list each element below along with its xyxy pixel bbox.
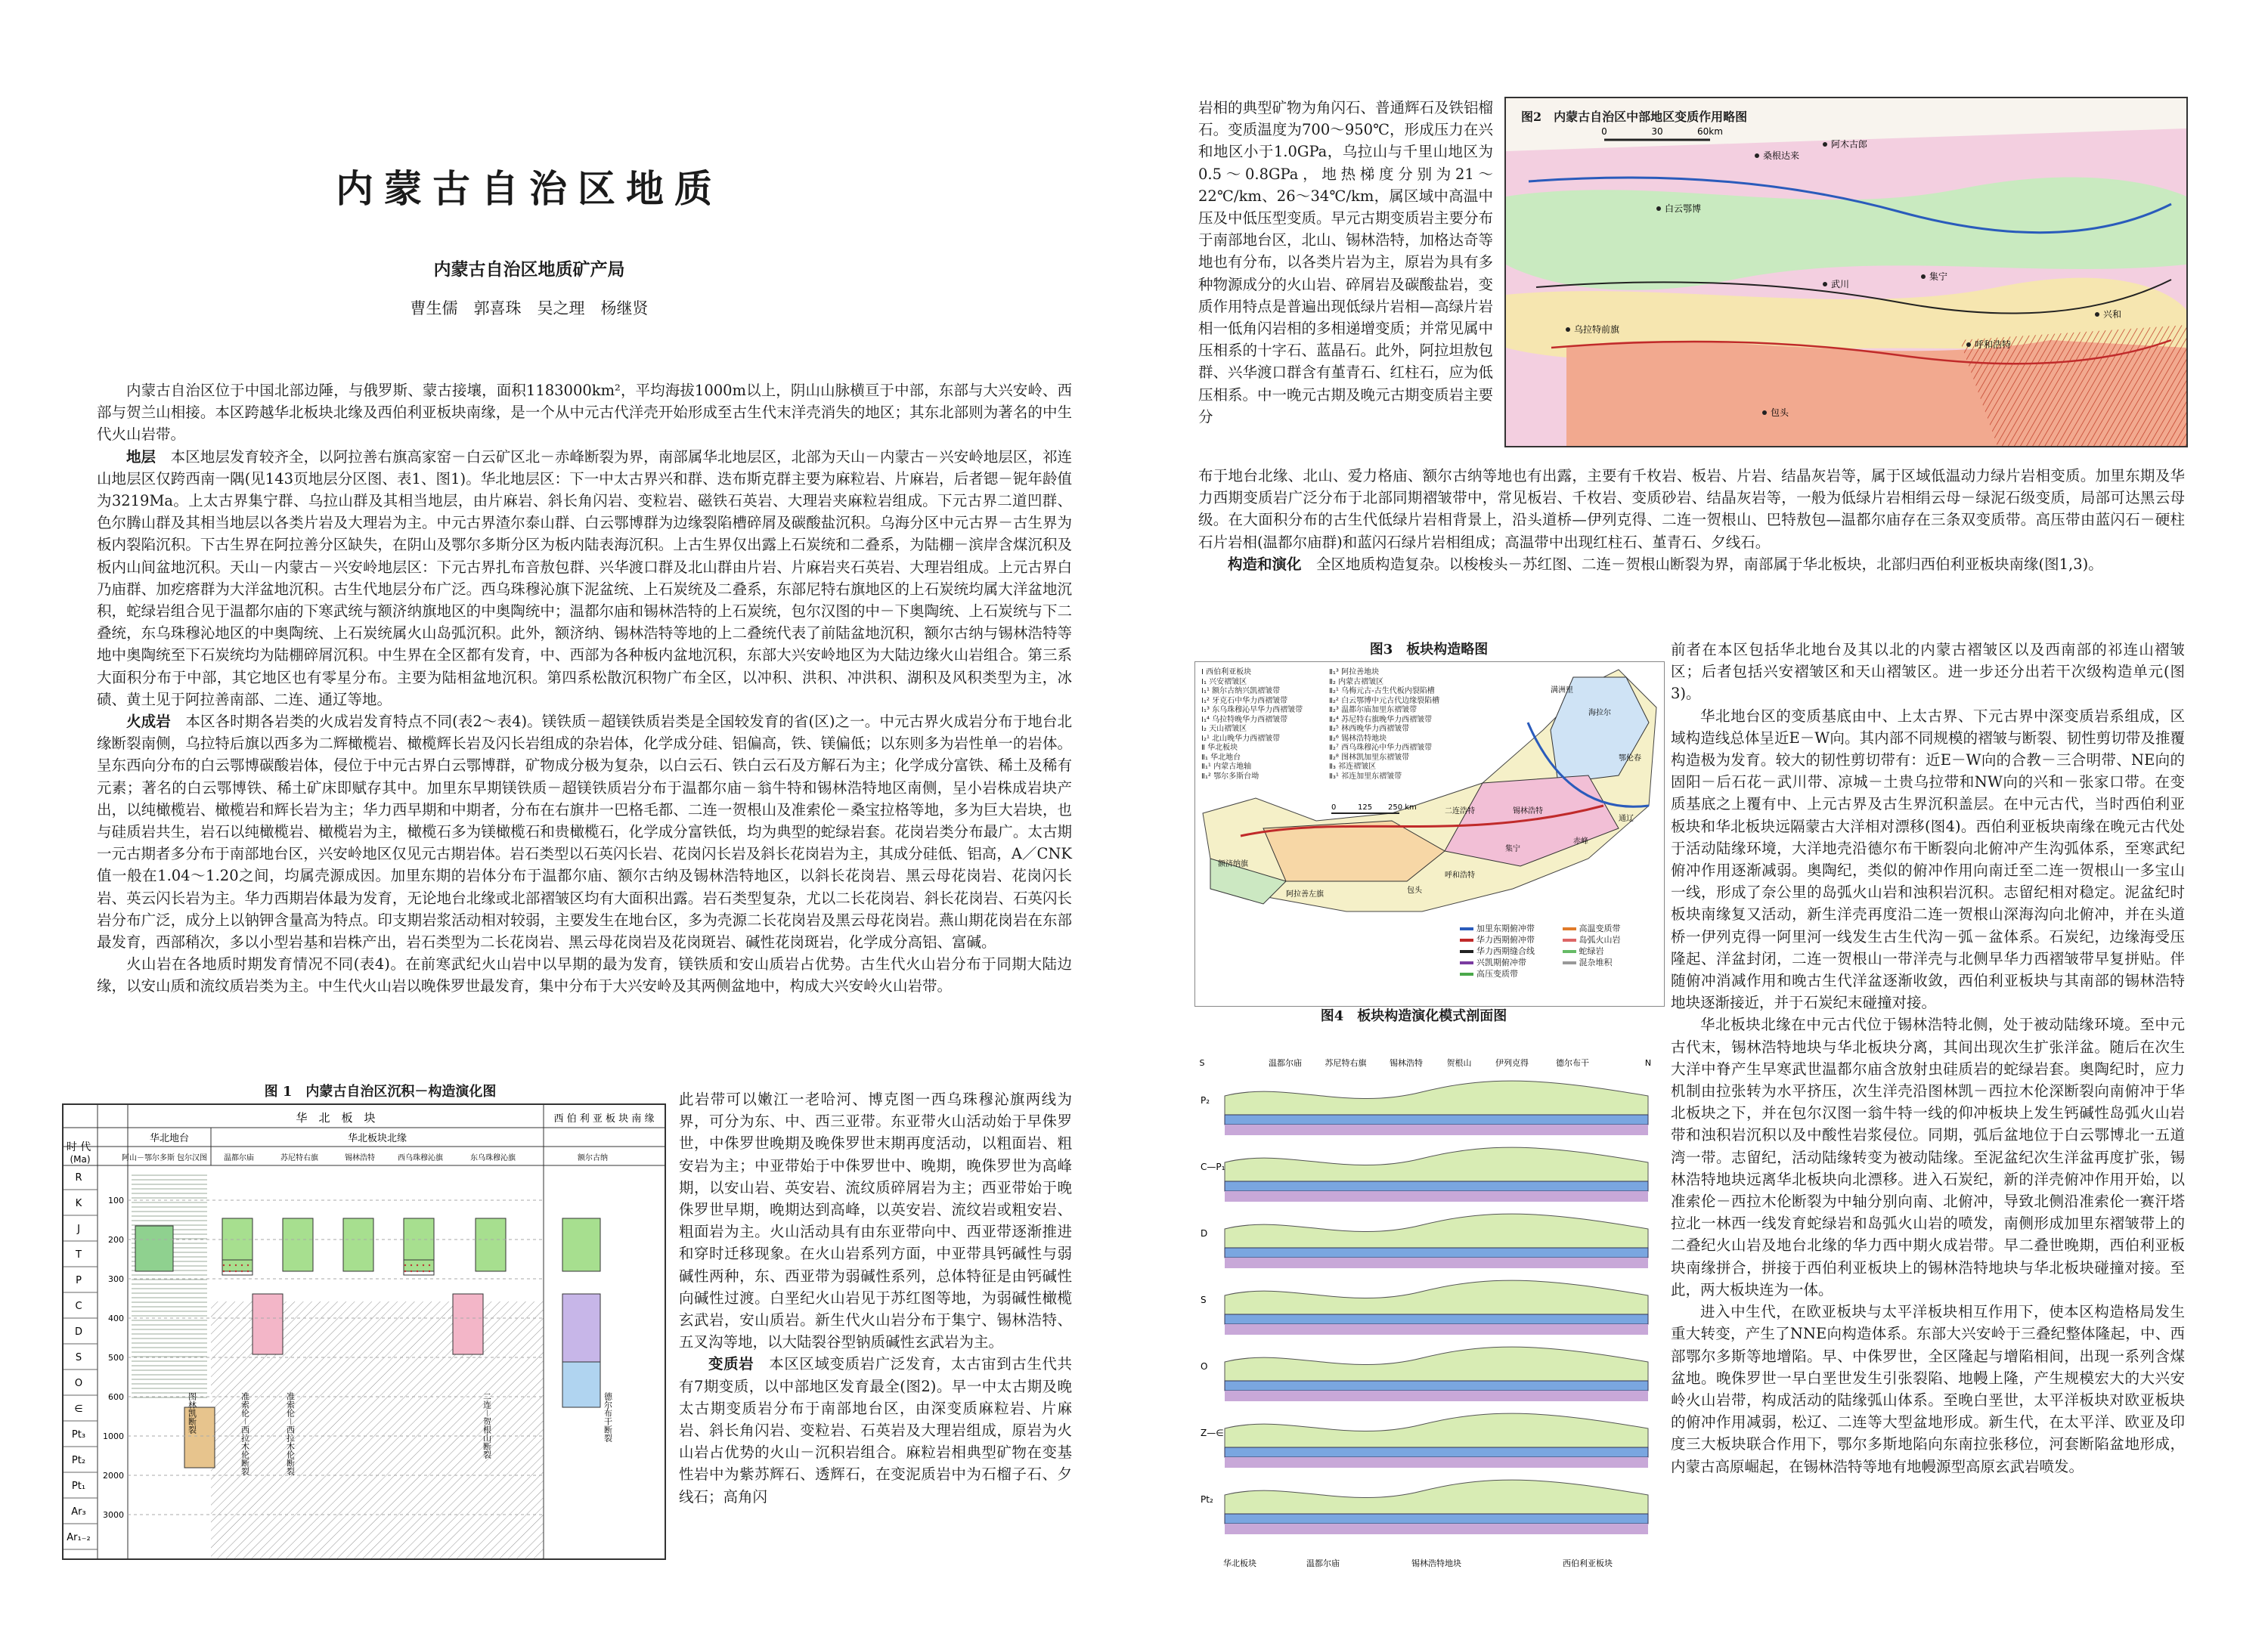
fig4-crust-layer bbox=[1225, 1214, 1648, 1248]
fig3-legend-swatch bbox=[1563, 939, 1576, 942]
fig2-scale-0: 0 bbox=[1601, 126, 1607, 137]
fig3-legend-unit: Ⅱ₂³ 温都尔庙加里东褶皱带 bbox=[1329, 706, 1418, 714]
fig4-top-label: 德尔布干 bbox=[1556, 1058, 1589, 1068]
fig2-place-label: 乌拉特前旗 bbox=[1574, 324, 1620, 335]
fig3-legend-swatch bbox=[1563, 927, 1576, 930]
fig4-stage-label: Pt₂ bbox=[1201, 1494, 1213, 1505]
tect-paragraph bbox=[1198, 553, 2185, 575]
fig1-age-labels bbox=[103, 1196, 124, 1520]
fig3-legend-unit: Ⅰ 西伯利亚板块 bbox=[1201, 668, 1252, 676]
fig3-place-label: 二连浩特 bbox=[1445, 807, 1475, 816]
fig3-scale-125: 125 bbox=[1358, 803, 1373, 812]
fig1-column-headers bbox=[122, 1153, 608, 1162]
fig1-svg bbox=[64, 1105, 665, 1558]
fig2-place-dot bbox=[1656, 206, 1661, 211]
fig2-scale-bar bbox=[1601, 126, 1723, 140]
meta-text: 本区区域变质岩广泛发育，太古宙到古生代共有7期变质，以中部地区发育最全(图2)。早一中太古期及晚太古期变质岩分布于南部地台区，由深变质麻粒岩、片麻岩、斜长角闪岩、变粒岩、石英岩及大理岩组成，原岩为火山岩占优势的火山－沉积岩组合。麻粒岩相典型矿物在变基性岩中为紫苏辉石、透辉石，在变泥质岩中为石榴子石、夕线石；高角闪 bbox=[679, 1355, 1072, 1506]
fig1-age-label: 200 bbox=[108, 1235, 124, 1245]
fig4-crust-layer bbox=[1225, 1081, 1648, 1115]
fig1-column-header: 阿山－鄂尔多斯 bbox=[122, 1154, 175, 1162]
tect4-paragraph: 进入中生代，在欧亚板块与太平洋板块相互作用下，使本区构造格局发生重大转变，产生了NNE向构造体系。东部大兴安岭于三叠纪整体隆起，中、西部鄂尔多斯等地增陷。早、中侏罗世，全区隆起与增陷相间，出现一系列含煤盆地。晚侏罗世一早白垩世发生引张裂陷、地幔上隆，产生规模宏大的大兴安岭火山岩带，构成活动的陆缘弧山体系。至晚白垩世，太平洋板块对欧亚板块的俯冲作用减弱，松辽、二连等大型盆地形成。新生代，在太平洋、欧亚及印度三大板块联合作用下，鄂尔多斯地陷向东南拉张移位，河套断陷盆地形成，内蒙古高原崛起，在锡林浩特等地有地幔源型高原玄武岩喷发。 bbox=[1671, 1303, 2185, 1475]
tect-text: 全区地质构造复杂。以梭梭头－苏红图、二连－贺根山断裂为界，南部属于华北板块，北部归西伯利亚板块南缘(图1,3)。 bbox=[1316, 555, 2103, 573]
fig1-paleozoic-pink-2 bbox=[453, 1294, 483, 1354]
fig4-stage-label: S bbox=[1201, 1295, 1207, 1305]
fig4-top-label: 温都尔庙 bbox=[1269, 1058, 1302, 1068]
fig1-column-header: 苏尼特右旗 bbox=[280, 1154, 318, 1162]
fig1-platform-strata bbox=[132, 1173, 207, 1400]
left-article-body bbox=[97, 379, 1072, 998]
fig3-legend-line bbox=[1460, 945, 1554, 957]
fig3-legend-line-text: 蛇绿岩 bbox=[1579, 946, 1604, 956]
fig3-legend-unit: Ⅱ₂⁵ 林西晚华力西褶皱带 bbox=[1329, 725, 1410, 733]
fig3-legend-unit: Ⅱ₃¹ 祁连加里东褶皱带 bbox=[1329, 772, 1402, 781]
fig3-legend-line-text: 华力西期缝合线 bbox=[1476, 946, 1535, 956]
fig4-top-label: 伊列克得 bbox=[1495, 1058, 1529, 1068]
fig2-place-dot bbox=[1823, 282, 1827, 286]
fig4-bottom-label: 华北板块 bbox=[1223, 1558, 1256, 1568]
fig3-legend-unit: Ⅱ₂ 内蒙古褶皱区 bbox=[1329, 677, 1384, 686]
fig1-column-header: 温都尔庙 bbox=[224, 1154, 254, 1162]
fig4-svg bbox=[1194, 1028, 1663, 1572]
fig3-legend-swatch bbox=[1460, 939, 1473, 942]
fig1-period-label: J bbox=[77, 1224, 80, 1235]
fig2-place-dot bbox=[2095, 312, 2099, 317]
fig1-column-header: 西乌珠穆沁旗 bbox=[398, 1154, 443, 1162]
fig4-mantle-layer bbox=[1225, 1191, 1648, 1202]
fig1-age-label: 100 bbox=[108, 1196, 124, 1205]
fig1-age-label: 400 bbox=[108, 1314, 124, 1323]
fig1-jurassic-block-1 bbox=[135, 1226, 173, 1271]
fig3-legend-unit: Ⅱ₂⁸ 图林凯加里东褶皱带 bbox=[1329, 753, 1410, 762]
fig1-fault-label: 二连－贺根山断裂 bbox=[482, 1392, 492, 1459]
fig1-fault-label: 准索伦－西拉木伦断裂 bbox=[240, 1392, 250, 1475]
fig1-column-header: 东乌珠穆沁旗 bbox=[470, 1154, 516, 1162]
magma-text: 本区各时期各岩类的火成岩发育特点不同(表2～表4)。镁铁质－超镁铁质岩类是全国较发育的省(区)之一。中元古界火成岩分布于地台北缘断裂南侧，乌拉特后旗以西多为二辉橄榄岩、橄榄辉长岩及闪长岩组成的杂岩体，化学成分硅、铝偏高，铁、镁偏低；以东则多为岩性单一的岩体。呈东西向分布的白云鄂博碳酸岩体，侵位于中元古界白云鄂博群，矿物成分极为复杂，以白云石、铁白云石及方解石为主；化学成分富铁、稀土及稀有元素；著名的白云鄂博铁、稀土矿床即赋存其中。加里东早期镁铁质－超镁铁质岩分布于温都尔庙－翁牛特和锡林浩特地区南侧，呈小岩株成岩块产出，以纯橄榄岩、橄榄岩和辉长岩为主；华力西早期和中期者，分布在右旗井一巴格毛都、二连一贺根山及准索伦－桑宝拉格等地，多为巨大岩块，也与硅质岩共生，岩石以纯橄榄岩、橄榄岩为主，橄榄石多为镁橄榄石和贵橄榄石，化学成分富铁低，均为典型的蛇绿岩套。花岗岩类分布最广。太古期一元古期者多分布于南部地台区，兴安岭地区仅见元古期岩体。岩石类型以石英闪长岩、花岗闪长岩及斜长花岗岩为主，其成分硅低、铝高，A／CNK值一般在1.04～1.20之间，均属壳源成因。加里东期的岩体分布于温都尔庙、额尔古纳及锡林浩特地区，以斜长花岗岩、黑云母花岗岩、花岗闪长岩、英云闪长岩为主。华力西期岩体最为发育，无论地台北缘或北部褶皱区均有大面积出露。岩石类型复杂，尤以二长花岗岩、斜长花岗岩、石英闪长岩分布广泛，成分上以钠钾含量高为特点。印支期岩浆活动相对较弱，主要发生在地台区，多为壳源二长花岗岩及黑云母花岗岩。燕山期花岗岩在东部最发育，西部稍次，多以小型岩基和岩株产出，岩石类型为二长花岗岩、黑云母花岗岩及花岗斑岩、碱性花岗斑岩，化学成分高铝、富碱。 bbox=[97, 713, 1072, 952]
fig1-age-label: 600 bbox=[108, 1392, 124, 1402]
right-mid-text bbox=[1198, 465, 2185, 575]
fig1-paleozoic-pink-1 bbox=[253, 1294, 283, 1354]
fig3-legend-line-text: 高压变质带 bbox=[1476, 969, 1518, 979]
stratum-paragraph bbox=[97, 446, 1072, 710]
fig4-stage-sections bbox=[1201, 1081, 1648, 1534]
fig1-period-label: T bbox=[76, 1249, 82, 1261]
right-col-text bbox=[1671, 639, 2185, 1478]
fig3-legend-line bbox=[1460, 923, 1554, 934]
meta-heading: 变质岩 bbox=[708, 1355, 754, 1373]
fig3-legend-unit: Ⅱ₂² 白云鄂博中元古代边缘裂陷槽 bbox=[1329, 696, 1440, 705]
fig1-period-label: C bbox=[75, 1301, 82, 1312]
magma-heading: 火成岩 bbox=[126, 713, 171, 731]
fig3-legend-line-text: 兴凯期俯冲带 bbox=[1476, 958, 1526, 967]
fig3-legend-unit: Ⅱ₂¹ 乌梅元古-古生代板内裂陷槽 bbox=[1329, 687, 1435, 695]
fig3-legend-unit: Ⅰ₁ 兴安褶皱区 bbox=[1201, 677, 1247, 686]
fig1-volcanic-2 bbox=[404, 1260, 434, 1275]
fig4-top-label: 苏尼特右旗 bbox=[1325, 1058, 1367, 1068]
fig1-sub-taidi: 华北地台 bbox=[149, 1133, 190, 1144]
fig3-legend-line-text: 华力西期俯冲带 bbox=[1476, 935, 1535, 945]
fig3-legend-line bbox=[1563, 923, 1657, 934]
fig3-legend-unit: Ⅱ₁² 鄂尔多斯台坳 bbox=[1201, 772, 1259, 781]
fig4-crust-layer bbox=[1225, 1280, 1648, 1314]
stratum-heading: 地层 bbox=[126, 447, 156, 466]
fig4-stage-label: D bbox=[1201, 1228, 1208, 1239]
fig1-period-label: P bbox=[76, 1275, 82, 1286]
fig2-svg bbox=[1506, 98, 2186, 446]
fig1-jurassic-block-3 bbox=[283, 1218, 313, 1271]
fig1-caption: 图 1 内蒙古自治区沉积－构造演化图 bbox=[264, 1084, 497, 1100]
fig1-period-label: R bbox=[75, 1172, 82, 1184]
fig1-period-label: Pt₂ bbox=[71, 1455, 86, 1466]
fig4-crust-layer bbox=[1225, 1413, 1648, 1447]
intro-paragraph: 内蒙古自治区位于中国北部边陲，与俄罗斯、蒙古接壤，面积1183000km²，平均海拔1000m以上，阴山山脉横亘于中部，东部与大兴安岭、西部与贺兰山相接。本区跨越华北板块北缘及西伯利亚板块南缘，是一个从中元古代洋壳开始形成至古生代末洋壳消失的地区；其东北部则为著名的中生代火山岩带。 bbox=[97, 382, 1072, 444]
fig2-caption: 图2 内蒙古自治区中部地区变质作用略图 bbox=[1521, 110, 1748, 124]
fig1-jurassic-block-6 bbox=[476, 1218, 506, 1271]
fig4-top-label: N bbox=[1644, 1058, 1652, 1068]
fig3-place-label: 额济纳旗 bbox=[1218, 860, 1248, 868]
fig1-age-label: 300 bbox=[108, 1274, 124, 1284]
fig3-place-label: 锡林浩特 bbox=[1513, 807, 1543, 816]
fig3-legend-lines bbox=[1460, 923, 1656, 980]
tect2-paragraph: 华北地台区的变质基底由中、上太古界、下元古界中深变质岩系组成，区域构造线总体呈近E－W向。其内部不同规模的褶皱与断裂、韧性剪切带及推覆构造极为发育。较大的韧性剪切带有：近E－W向的合教－三合明带、NE向的固阳－后石花－武川带、凉城－土贵乌拉带和NW向的兴和－张家口带。在变质基底之上覆有中、上元古界及古生界沉积盖层。在中元古代，当时西伯利亚板块和华北板块远隔蒙古大洋相对漂移(图4)。西伯利亚板块南缘在晚元古代处于活动陆缘环境，大洋地壳沿德尔布干断裂向北俯冲产生沟弧体系，至寒武纪俯冲作用逐渐减弱。奥陶纪，类似的俯冲作用向南迁至二连一贺根山一多宝山一线，形成了奈公里的岛弧火山岩和浊积岩沉积。志留纪相对稳定。泥盆纪时板块南缘复又活动，新生洋壳再度沿二连一贺根山深海沟向北俯冲，并在头道桥一伊列克得一阿里河一线发生古生代沟－弧－盆体系。石炭纪，边缘海受压隆起、洋盆封闭，二连一贺根山一带洋壳与北侧早华力西褶皱带早复拼贴。伴随俯冲消减作用和晚古生代洋盆逐渐收敛，西伯利亚板块与其南部的锡林浩特地块逐渐接近，并于石炭纪末碰撞对接。 bbox=[1671, 707, 2185, 1012]
fig4-mantle-layer bbox=[1225, 1391, 1648, 1401]
fig4-caption: 图4 板块构造演化模式剖面图 bbox=[1320, 1008, 1507, 1024]
fig3-place-label: 赤峰 bbox=[1573, 837, 1588, 846]
fig3-place-label: 阿拉善左旗 bbox=[1286, 890, 1324, 899]
fig1-column-header: 锡林浩特 bbox=[345, 1154, 375, 1162]
fig4-stage-label: O bbox=[1201, 1361, 1208, 1372]
fig1-age-label: 500 bbox=[108, 1353, 124, 1363]
fig3-legend-unit: Ⅰ₂ 天山褶皱区 bbox=[1201, 725, 1247, 733]
fig1-period-label: Pt₃ bbox=[71, 1429, 86, 1441]
fig3-legend-unit: Ⅱ₂⁷ 西乌珠穆沁中华力西褶皱带 bbox=[1329, 744, 1433, 752]
fig1-age-label: 3000 bbox=[103, 1510, 124, 1520]
fig4-stage-label: P₂ bbox=[1201, 1095, 1210, 1106]
fig4-plate-layer bbox=[1225, 1314, 1648, 1324]
fig3-place-label: 集宁 bbox=[1505, 845, 1520, 853]
fig4-plate-layer bbox=[1225, 1514, 1648, 1524]
left-column-bottom bbox=[679, 1088, 1072, 1508]
fig2-place-dot bbox=[1755, 153, 1759, 158]
fig1-jurassic-block-7 bbox=[562, 1218, 600, 1271]
fig3-legend-line bbox=[1460, 968, 1554, 980]
fig3-legend-unit: Ⅱ₁³ 阿拉善地块 bbox=[1329, 668, 1380, 676]
fig1-group-huabei: 华 北 板 块 bbox=[296, 1111, 376, 1125]
fig2-place-label: 白云鄂博 bbox=[1665, 203, 1702, 214]
fig3-legend-unit: Ⅱ 华北板块 bbox=[1201, 744, 1238, 752]
fig4-plate-layer bbox=[1225, 1181, 1648, 1191]
tect-heading: 构造和演化 bbox=[1228, 555, 1302, 573]
fig3-legend-unit: Ⅰ₁² 牙克石中华力西褶皱带 bbox=[1201, 696, 1288, 705]
fig1-column-header: 包尔汉图 bbox=[177, 1154, 207, 1162]
fig4-plate-layer bbox=[1225, 1381, 1648, 1391]
fig3-scale-250: 250 km bbox=[1388, 803, 1417, 812]
fig1-stratigraphic-chart bbox=[62, 1103, 666, 1560]
fig1-age-label: 1000 bbox=[103, 1431, 124, 1441]
fig2-place-dot bbox=[1566, 327, 1570, 332]
meta-continued-1: 岩相的典型矿物为角闪石、普通辉石及铁铝榴石。变质温度为700～950℃，形成压力在兴和地区小于1.0GPa，乌拉山与千里山地区为0.5～0.8GPa，地热梯度分别为21～22℃/km、26～34℃/km，属区域中高温中压及中低压型变质。早元古期变质岩主要分布于南部地台区，北山、锡林浩特，加格达奇等地也有分布，以各类片岩为主，原岩为具有多种物源成分的火山岩、碎屑岩及碳酸盐岩，变质作用特点是普遍出现低绿片岩相—高绿片岩相一低角闪岩相的多相递增变质；并常见属中压相系的十字石、蓝晶石。此外，阿拉坦敖包群、兴华渡口群含有堇青石、红柱石，应为低压相系。中一晚元古期及晚元古期变质岩主要分 bbox=[1198, 99, 1494, 426]
fig1-period-label: D bbox=[74, 1326, 83, 1338]
fig4-stage-label: C—P₁ bbox=[1201, 1162, 1225, 1172]
fig2-place-label: 呼和浩特 bbox=[1975, 339, 2012, 350]
fig3-place-label: 通辽 bbox=[1619, 815, 1634, 823]
fig4-crust-layer bbox=[1225, 1480, 1648, 1514]
fig3-place-label: 海拉尔 bbox=[1588, 709, 1611, 717]
fig3-legend-swatch bbox=[1563, 950, 1576, 953]
fig2-place-label: 武川 bbox=[1831, 279, 1850, 289]
fig3-legend-line-text: 岛弧火山岩 bbox=[1579, 935, 1621, 945]
fig1-fault-label: 图林凯断裂 bbox=[187, 1392, 197, 1434]
fig4-mantle-layer bbox=[1225, 1457, 1648, 1468]
fig3-legend-line bbox=[1563, 945, 1657, 957]
fig2-place-dot bbox=[1966, 342, 1971, 347]
fig4-stage-label: Z—∈ bbox=[1201, 1428, 1224, 1438]
fig4-top-labels bbox=[1200, 1057, 1652, 1068]
fig4-mantle-layer bbox=[1225, 1125, 1648, 1135]
fig1-period-label: Ar₃ bbox=[71, 1506, 86, 1518]
fig3-legend-line bbox=[1563, 957, 1657, 968]
fig4-bottom-label: 锡林浩特地块 bbox=[1411, 1558, 1461, 1568]
fig3-caption: 图3 板块构造略图 bbox=[1369, 642, 1489, 658]
meta-paragraph bbox=[679, 1353, 1072, 1507]
fig3-place-label: 满洲里 bbox=[1551, 686, 1573, 695]
fig4-crust-layer bbox=[1225, 1347, 1648, 1381]
fig4-mantle-layer bbox=[1225, 1324, 1648, 1335]
meta-continued-2: 布于地台北缘、北山、爱力格庙、额尔古纳等地也有出露，主要有千枚岩、板岩、片岩、结晶灰岩等，属于区域低温动力绿片岩相变质。加里东期及华力西期变质岩广泛分布于北部同期褶皱带中，常见板岩、千枚岩、变质砂岩、结晶灰岩等，一般为低绿片岩相绢云母－绿泥石级变质，局部可达黑云母级。在大面积分布的古生代低绿片岩相背景上，沿头道桥—伊列克得、二连一贺根山、巴特敖包—温都尔庙存在三条双变质带。高压带由蓝闪石－硬柱石片岩相(温都尔庙群)和蓝闪石绿片岩相组成；高温带中出现红柱石、堇青石、夕线石。 bbox=[1198, 467, 2185, 551]
fig2-place-label: 集宁 bbox=[1929, 271, 1948, 282]
fig4-plate-layer bbox=[1225, 1248, 1648, 1258]
fig3-legend-line-text: 加里东期俯冲带 bbox=[1476, 924, 1535, 933]
fig3-scale-0: 0 bbox=[1331, 803, 1337, 812]
fig3-legend-unit: Ⅱ₂⁴ 苏尼特右旗晚华力西褶皱带 bbox=[1329, 715, 1433, 724]
fig3-legend-unit: Ⅱ₁ 华北地台 bbox=[1201, 753, 1241, 762]
fig2-scale-60: 60km bbox=[1697, 126, 1723, 137]
fig2-place-label: 阿木古郎 bbox=[1831, 139, 1868, 150]
fig3-legend-line bbox=[1563, 934, 1657, 945]
fig1-group-xibo: 西 伯 利 亚 板 块 南 缘 bbox=[553, 1113, 655, 1125]
tect3-paragraph: 华北板块北缘在中元古代位于锡林浩特北侧，处于被动陆缘环境。至中元古代末，锡林浩特地块与华北板块分离，其间出现次生扩张洋盆。随后在次生大洋中脊产生早寒武世温都尔庙含放射虫硅质岩的蛇绿岩套。奥陶纪时，应力机制由拉张转为水平挤压，次生洋壳沿图林凯－西拉木伦深断裂向南俯冲于华北板块之下，并在包尔汉图一翁牛特一线的仰冲板块上发生钙碱性岛弧火山岩带和浊积岩沉积以及中酸性岩浆侵位。同期，弧后盆地位于白云鄂博北一五道湾一带。志留纪，活动陆缘转变为被动陆缘。至泥盆纪次生洋盆再度扩张，锡林浩特地块远离华北板块向北漂移。进入石炭纪，新的洋壳俯冲作用开始，以准索伦－西拉木伦断裂为中轴分别向南、北俯冲，导致北侧沿准索伦一赛汗塔拉北一林西一线发育蛇绿岩和岛弧火山岩的喷发，南侧形成加里东褶皱带上的二叠纪火山岩及地台北缘的华力西中期火成岩带。早二叠世晚期，西伯利亚板块南缘拼合，拼接于西伯利亚板块上的锡林浩特地块与华北板块碰撞对接。至此，两大板块连为一体。 bbox=[1671, 1016, 2185, 1298]
fig4-bottom-label: 温都尔庙 bbox=[1306, 1558, 1340, 1568]
fig3-legend-swatch bbox=[1460, 973, 1473, 976]
fig1-age-label: 2000 bbox=[103, 1471, 124, 1481]
fig3-legend-unit: Ⅰ₁¹ 额尔古纳兴凯褶皱带 bbox=[1201, 687, 1281, 695]
fig4-mantle-layer bbox=[1225, 1258, 1648, 1268]
fig2-scale-30: 30 bbox=[1651, 126, 1663, 137]
fig1-paleozoic-blue bbox=[562, 1362, 600, 1407]
fig4-plate-layer bbox=[1225, 1115, 1648, 1125]
fig3-legend-unit: Ⅰ₁³ 东乌珠穆沁早华力西褶皱带 bbox=[1201, 706, 1303, 714]
fig2-place-dot bbox=[1823, 142, 1827, 147]
fig2-place-dot bbox=[1762, 410, 1767, 415]
fig2-place-label: 包头 bbox=[1771, 407, 1789, 418]
fig4-plate-layer bbox=[1225, 1447, 1648, 1457]
fig2-place-label: 桑根达来 bbox=[1763, 150, 1800, 161]
fig3-plate-map bbox=[1194, 661, 1665, 1007]
fig2-metamorphic-map bbox=[1504, 97, 2188, 447]
fig1-period-label: ∈ bbox=[74, 1404, 83, 1415]
fig3-place-label: 呼和浩特 bbox=[1445, 871, 1475, 880]
organization: 内蒙古自治区地质矿产局 bbox=[433, 259, 625, 280]
fig4-crust-layer bbox=[1225, 1147, 1648, 1181]
fig3-legend-line-text: 高温变质带 bbox=[1579, 924, 1621, 933]
fig3-legend-unit: Ⅰ₂¹ 北山晚华力西褶皱带 bbox=[1201, 734, 1281, 743]
fig4-top-label: 贺根山 bbox=[1446, 1058, 1472, 1068]
fig3-legend-line bbox=[1460, 957, 1554, 968]
fig3-legend-units bbox=[1201, 668, 1451, 781]
fig2-place-label: 兴和 bbox=[2103, 309, 2122, 320]
fig1-period-labels bbox=[64, 1172, 98, 1549]
fig4-bottom-labels bbox=[1223, 1558, 1613, 1568]
volcano-belt-paragraph: 此岩带可以嫩江一老哈河、博克图一西乌珠穆沁旗两线为界，可分为东、中、西三亚带。东亚带火山活动始于早侏罗世，中侏罗世晚期及晚侏罗世末期再度活动，以粗面岩、粗安岩为主；中亚带始于中侏罗世中、晚期，晚侏罗世为高峰期，以安山岩、英安岩、流纹质碎屑岩为主；西亚带始于晚侏罗世早期，晚期达到高峰，以英安岩、流纹岩或粗安岩、粗面岩为主。火山活动具有由东亚带向中、西亚带逐渐推进和穿时迁移现象。在火山岩系列方面，中亚带具钙碱性与弱碱性两种，东、西亚带为弱碱性系列，总体特征是由钙碱性向碱性过渡。白垩纪火山岩见于苏红图等地，为弱碱性橄榄玄武岩，安山质岩。新生代火山岩分布于集宁、锡林浩特、五叉沟等地，以大陆裂谷型钠质碱性玄武岩为主。 bbox=[679, 1091, 1072, 1351]
fig3-legend-unit: Ⅱ₃ 祁连褶皱区 bbox=[1329, 763, 1377, 771]
fig1-period-label: O bbox=[74, 1378, 83, 1389]
fig2-place-dot bbox=[1921, 274, 1926, 279]
fig1-fault-label: 德尔布干断裂 bbox=[603, 1392, 613, 1442]
fig3-place-label: 包头 bbox=[1407, 887, 1422, 895]
authors: 曹生儒 郭喜珠 吴之理 杨继贤 bbox=[410, 299, 649, 317]
fig1-fault-label: 准索伦－西拉木伦断裂 bbox=[285, 1392, 296, 1475]
fig3-place-label: 鄂伦春 bbox=[1619, 754, 1641, 763]
fig1-paleozoic-purple bbox=[562, 1294, 600, 1362]
fig3-legend-line bbox=[1460, 934, 1554, 945]
fig1-ma-header: (Ma) bbox=[70, 1154, 91, 1165]
fig1-jurassic-block-4 bbox=[343, 1218, 373, 1271]
fig1-sub-beiyuan: 华北板块北缘 bbox=[347, 1133, 407, 1144]
fig4-sections bbox=[1194, 1028, 1663, 1572]
volcano-paragraph: 火山岩在各地质时期发育情况不同(表4)。在前寒武纪火山岩中以早期的最为发育，镁铁质和安山质岩占优势。古生代火山岩分布于同期大陆边缘，以安山质和流纹质岩类为主。中生代火山岩以晚侏罗世最发育，集中分布于大兴安岭及其两侧盆地中，构成大兴安岭火山岩带。 bbox=[97, 955, 1072, 995]
fig1-volcanic-1 bbox=[222, 1260, 253, 1275]
fig1-period-label: Ar₁₋₂ bbox=[67, 1532, 91, 1543]
tect-right-text: 前者在本区包括华北地台及其以北的内蒙古褶皱区以及西南部的祁连山褶皱区；后者包括兴安褶皱区和天山褶皱区。进一步还分出若干次级构造单元(图3)。 bbox=[1671, 641, 2185, 703]
stratum-text: 本区地层发育较齐全，以阿拉善右旗高家窑－白云矿区北－赤峰断裂为界，南部属华北地层区，北部为天山－内蒙古－兴安岭地层区，祁连山地层区仅跨西南一隅(见143页地层分区图、表1、图1)。华北地层区：下一中太古界兴和群、迭布斯克群主要为麻粒岩、片麻岩，后者锶－铌年龄值为3219Ma。上太古界集宁群、乌拉山群及其相当地层，由片麻岩、斜长角闪岩、变粒岩、磁铁石英岩、大理岩夹麻粒岩组成。下元古界二道凹群、色尔腾山群及其相当地层以各类片岩及大理岩为主。中元古界渣尔泰山群、白云鄂博群为边缘裂陷槽碎屑及碳酸盐沉积。乌海分区中元古界－古生界为板内裂陷沉积。下古生界在阿拉善分区缺失，在阴山及鄂尔多斯分区为板内陆表海沉积。上古生界仅出露上石炭统和二叠系，为陆棚－滨岸含煤沉积及板内山间盆地沉积。天山－内蒙古－兴安岭地层区：下元古界扎布音敖包群、兴华渡口群及北山群由片岩、片麻岩夹石英岩、大理岩组成。上元古界白乃庙群、加疙瘩群为大洋盆地沉积。古生代地层分布广泛。西乌珠穆沁旗下泥盆统、上石炭统及二叠系，东部尼特右旗地区的上石炭统均属大洋盆地沉积，蛇绿岩组合见于温都尔庙的下寒武统与额济纳旗地区的中奥陶统中；温都尔庙和锡林浩特的上石炭统，包尔汉图的中－下奥陶统、上石炭统与下二叠统，东乌珠穆沁地区的中奥陶统、上石炭统属火山岛弧沉积。此外，额济纳、锡林浩特等地的上二叠统代表了前陆盆地沉积，额尔古纳与锡林浩特等地中奥陶统至下石炭统均为陆棚碎屑沉积。中生界在全区都有发育，中、西部为各种板内盆地沉积，东部大兴安岭地区为大陆边缘火山岩组合。第三系大面积分布于中部，其它地区也有零星分布。主要为陆相盆地沉积。第四系松散沉积物广布全区，以冲积、洪积、冲洪积、湖积及风积类型为主，冰碛、黄土见于阿拉善南部、二连、通辽等地。 bbox=[97, 447, 1072, 708]
fig3-legend-swatch bbox=[1563, 961, 1576, 964]
fig3-legend-swatch bbox=[1460, 961, 1473, 964]
magma-paragraph bbox=[97, 710, 1072, 953]
fig3-legend-unit: Ⅱ₂⁶ 锡林浩特地块 bbox=[1329, 734, 1387, 743]
fig3-legend-unit: Ⅱ₁¹ 内蒙古地轴 bbox=[1201, 763, 1252, 771]
fig3-legend-swatch bbox=[1460, 927, 1473, 930]
fig1-period-label: S bbox=[75, 1352, 82, 1363]
right-top-text bbox=[1198, 97, 1493, 428]
fig1-period-label: K bbox=[75, 1198, 82, 1209]
fig1-column-header: 额尔古纳 bbox=[578, 1154, 608, 1162]
fig1-time-header: 时 代 bbox=[66, 1141, 91, 1153]
fig1-period-label: Pt₁ bbox=[71, 1481, 86, 1492]
fig3-legend-line-text: 混杂堆积 bbox=[1579, 958, 1613, 967]
fig3-legend-swatch bbox=[1460, 950, 1473, 953]
fig4-bottom-label: 西伯利亚板块 bbox=[1563, 1558, 1613, 1568]
page-title: 内蒙古自治区地质 bbox=[336, 166, 723, 211]
fig4-mantle-layer bbox=[1225, 1524, 1648, 1534]
fig4-top-label: S bbox=[1199, 1058, 1205, 1068]
fig3-legend-unit: Ⅰ₁⁴ 乌拉特晚华力西褶皱带 bbox=[1201, 715, 1288, 724]
fig4-top-label: 锡林浩特 bbox=[1390, 1058, 1423, 1068]
